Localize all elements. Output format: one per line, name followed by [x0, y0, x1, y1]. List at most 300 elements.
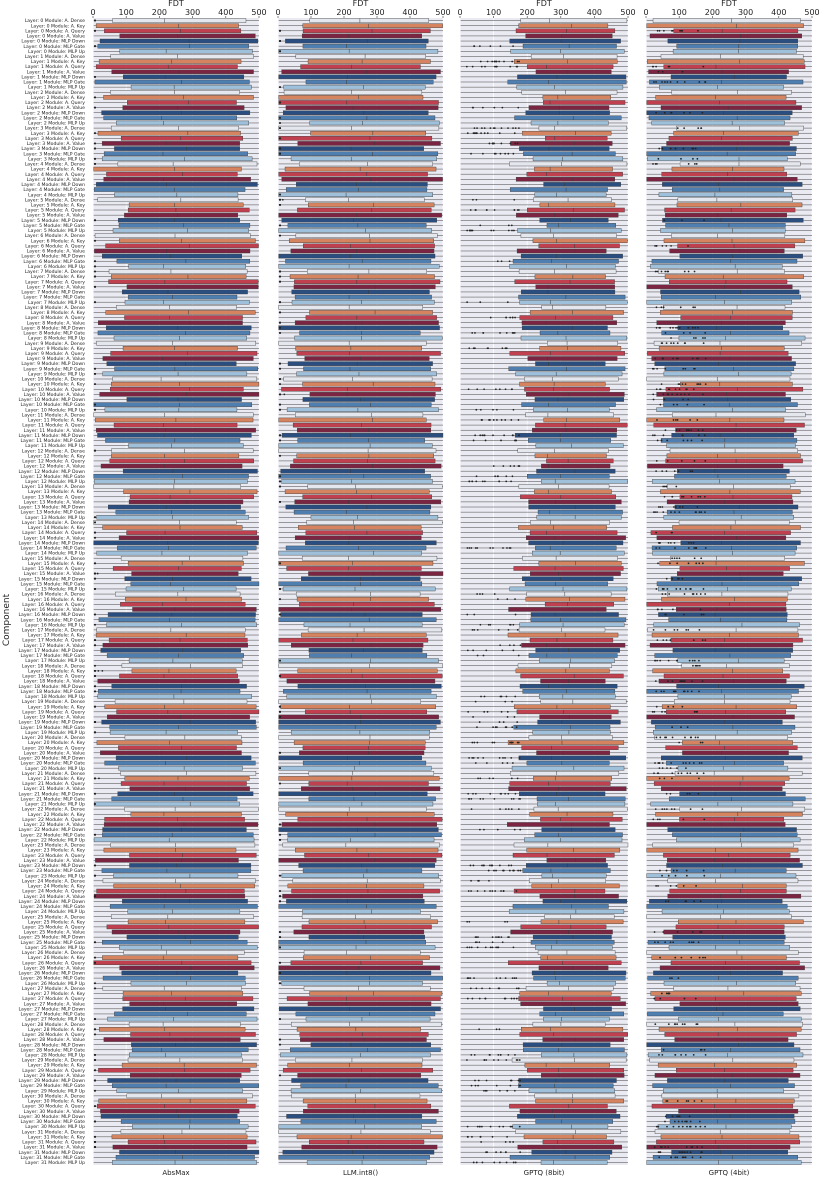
outlier-point [519, 870, 521, 872]
outlier-point [670, 767, 672, 769]
outlier-point [694, 271, 696, 273]
outlier-point [701, 1049, 703, 1051]
outlier-point [279, 276, 281, 278]
box [536, 1119, 613, 1123]
box [672, 167, 784, 171]
box [279, 720, 441, 724]
box [296, 182, 427, 186]
row-label: Layer: 22 Module: A. Query [22, 817, 85, 823]
box [106, 310, 256, 314]
outlier-point [478, 1080, 480, 1082]
row-label: Layer: 12 Module: MLP Up [25, 480, 85, 486]
box [653, 551, 796, 555]
outlier-point [494, 475, 496, 477]
box [516, 1130, 621, 1134]
x-axis-title: FDT [352, 0, 369, 8]
box [102, 869, 251, 873]
outlier-point [664, 81, 666, 83]
box [102, 833, 253, 837]
outlier-point [502, 465, 504, 467]
box [545, 915, 615, 919]
box [94, 167, 242, 171]
outlier-point [670, 148, 672, 150]
outlier-point [482, 107, 484, 109]
row-label: Layer: 17 Module: MLP Down [18, 648, 85, 654]
outlier-point [514, 317, 516, 319]
outlier-point [701, 440, 703, 442]
box [520, 684, 617, 688]
outlier-point [467, 649, 469, 651]
outlier-point [279, 393, 281, 395]
box [303, 397, 435, 401]
box [526, 392, 624, 396]
outlier-point [502, 762, 504, 764]
outlier-point [515, 127, 517, 129]
row-label: Layer: 19 Module: MLP Gate [20, 725, 85, 731]
row-label: Layer: 6 Module: MLP Gate [23, 259, 85, 265]
outlier-point [655, 885, 657, 887]
row-label: Layer: 9 Module: A. Query [25, 351, 85, 357]
box [678, 1017, 801, 1021]
outlier-point [694, 368, 696, 370]
box [535, 397, 624, 401]
outlier-point [655, 737, 657, 739]
outlier-point [698, 629, 700, 631]
box [279, 444, 433, 448]
outlier-point [499, 1090, 501, 1092]
panel-3 [643, 0, 819, 1177]
box [279, 100, 439, 104]
outlier-point [503, 721, 505, 723]
outlier-point [665, 900, 667, 902]
outlier-point [698, 941, 700, 943]
outlier-point [670, 511, 672, 513]
box [295, 536, 421, 540]
box [285, 259, 430, 263]
outlier-point [512, 1141, 514, 1143]
outlier-point [94, 644, 96, 646]
outlier-point [98, 777, 100, 779]
box [650, 1058, 794, 1062]
outlier-point [655, 163, 657, 165]
outlier-point [492, 742, 494, 744]
outlier-point [511, 61, 513, 63]
outlier-point [665, 429, 667, 431]
box [112, 1160, 256, 1164]
outlier-point [475, 481, 477, 483]
outlier-point [494, 209, 496, 211]
outlier-point [686, 429, 688, 431]
row-label: Layer: 5 Module: A. Value [26, 213, 85, 219]
box [531, 612, 619, 616]
outlier-point [471, 742, 473, 744]
row-label: Layer: 22 Module: A. Dense [21, 807, 85, 813]
outlier-point [94, 45, 96, 47]
outlier-point [485, 946, 487, 948]
box [124, 316, 242, 320]
row-label: Layer: 8 Module: A. Dense [24, 305, 85, 311]
box [647, 285, 793, 289]
outlier-point [507, 711, 509, 713]
outlier-point [694, 557, 696, 559]
outlier-point [507, 301, 509, 303]
outlier-point [703, 342, 705, 344]
box [118, 746, 236, 750]
box [100, 39, 258, 43]
outlier-point [679, 557, 681, 559]
outlier-point [279, 363, 281, 365]
outlier-point [470, 890, 472, 892]
outlier-point [279, 1044, 281, 1046]
outlier-point [675, 327, 677, 329]
row-label: Layer: 13 Module: A. Dense [21, 485, 85, 491]
row-label: Layer: 21 Module: A. Query [22, 782, 85, 788]
box [288, 223, 426, 227]
outlier-point [471, 481, 473, 483]
outlier-point [94, 301, 96, 303]
outlier-point [695, 562, 697, 564]
box [298, 141, 441, 145]
outlier-point [509, 1141, 511, 1143]
outlier-point [488, 880, 490, 882]
outlier-point [664, 496, 666, 498]
outlier-point [694, 163, 696, 165]
row-label: Layer: 7 Module: MLP Down [21, 290, 85, 296]
outlier-point [512, 624, 514, 626]
row-label: Layer: 7 Module: A. Key [30, 275, 85, 281]
box [655, 653, 791, 657]
outlier-point [491, 890, 493, 892]
outlier-point [469, 481, 471, 483]
box [662, 909, 789, 913]
box [520, 300, 628, 304]
box [541, 1053, 627, 1057]
outlier-point [697, 1023, 699, 1025]
outlier-point [661, 271, 663, 273]
box [664, 515, 794, 519]
box [537, 751, 610, 755]
box [114, 1012, 246, 1016]
outlier-point [689, 762, 691, 764]
box [526, 863, 607, 867]
outlier-point [665, 332, 667, 334]
outlier-point [510, 1085, 512, 1087]
row-label: Layer: 10 Module: A. Key [27, 382, 85, 388]
box [541, 920, 623, 924]
outlier-point [704, 1049, 706, 1051]
row-label: Layer: 11 Module: MLP Up [25, 444, 85, 450]
box [127, 531, 257, 535]
box [523, 44, 616, 48]
outlier-point [701, 614, 703, 616]
outlier-point [702, 808, 704, 810]
x-tick-label: 0 [457, 8, 463, 17]
outlier-point [698, 777, 700, 779]
box [281, 705, 436, 709]
outlier-point [684, 81, 686, 83]
outlier-point [667, 271, 669, 273]
outlier-point [501, 107, 503, 109]
outlier-point [483, 388, 485, 390]
outlier-point [652, 434, 654, 436]
box [302, 925, 432, 929]
box [279, 1007, 440, 1011]
outlier-point [497, 1054, 499, 1056]
box [301, 1119, 436, 1123]
row-label: Layer: 18 Module: A. Dense [21, 664, 85, 670]
outlier-point [94, 521, 96, 523]
outlier-point [666, 470, 668, 472]
box [297, 454, 434, 458]
row-label: Layer: 30 Module: A. Query [22, 1104, 85, 1110]
box [311, 131, 426, 135]
outlier-point [511, 808, 513, 810]
box [521, 674, 624, 678]
row-label: Layer: 30 Module: A. Dense [21, 1094, 85, 1100]
box [514, 843, 628, 847]
box [103, 525, 243, 529]
outlier-point [279, 982, 281, 984]
outlier-point [511, 742, 513, 744]
box [279, 756, 422, 760]
box [283, 587, 435, 591]
outlier-point [279, 271, 281, 273]
box [305, 198, 424, 202]
row-label: Layer: 19 Module: A. Query [22, 710, 85, 716]
outlier-point [94, 562, 96, 564]
box [94, 541, 259, 545]
box [285, 167, 436, 171]
outlier-point [693, 639, 695, 641]
box [121, 556, 243, 560]
outlier-point [506, 696, 508, 698]
panel-0 [90, 0, 266, 1177]
x-tick-label: 0 [643, 8, 649, 17]
outlier-point [657, 440, 659, 442]
box [526, 597, 625, 601]
box [110, 725, 257, 729]
box [107, 362, 236, 366]
box [127, 285, 258, 289]
outlier-point [279, 378, 281, 380]
box [288, 838, 434, 842]
outlier-point [678, 511, 680, 513]
outlier-point [683, 614, 685, 616]
row-label: Layer: 13 Module: MLP Gate [20, 510, 85, 516]
outlier-point [279, 711, 281, 713]
outlier-point [675, 588, 677, 590]
box [533, 157, 623, 161]
outlier-point [518, 127, 520, 129]
outlier-point [661, 711, 663, 713]
outlier-point [513, 465, 515, 467]
outlier-point [674, 808, 676, 810]
box [106, 244, 259, 248]
outlier-point [692, 931, 694, 933]
x-tick-label: 0 [275, 8, 281, 17]
outlier-point [501, 649, 503, 651]
box [514, 725, 610, 729]
outlier-point [492, 941, 494, 943]
outlier-point [689, 793, 691, 795]
box [522, 131, 611, 135]
outlier-point [495, 388, 497, 390]
outlier-point [279, 481, 281, 483]
box [668, 828, 797, 832]
outlier-point [666, 793, 668, 795]
box [99, 59, 241, 63]
outlier-point [704, 434, 706, 436]
row-label: Layer: 30 Module: A. Value [23, 1109, 85, 1115]
outlier-point [94, 1059, 96, 1061]
outlier-point [662, 639, 664, 641]
outlier-point [94, 639, 96, 641]
box [521, 19, 627, 23]
row-label: Layer: 16 Module: A. Dense [21, 592, 85, 598]
outlier-point [656, 388, 658, 390]
outlier-point [685, 588, 687, 590]
outlier-point [516, 726, 518, 728]
box [106, 326, 251, 330]
box [658, 1063, 796, 1067]
outlier-point [94, 148, 96, 150]
row-label: Layer: 23 Module: A. Value [23, 858, 85, 864]
box [97, 433, 251, 437]
box [527, 65, 613, 69]
outlier-point [488, 870, 490, 872]
box [518, 228, 622, 232]
box [654, 423, 805, 427]
box [111, 843, 255, 847]
box [671, 869, 786, 873]
outlier-point [484, 481, 486, 483]
box [508, 80, 627, 84]
outlier-point [681, 460, 683, 462]
outlier-point [693, 1054, 695, 1056]
row-label: Layer: 17 Module: A. Value [23, 643, 85, 649]
box [284, 85, 426, 89]
box [544, 418, 620, 422]
outlier-point [688, 562, 690, 564]
outlier-point [279, 890, 281, 892]
outlier-point [503, 870, 505, 872]
box [507, 822, 609, 826]
row-label: Layer: 22 Module: A. Value [23, 823, 85, 829]
outlier-point [473, 977, 475, 979]
box [531, 618, 626, 622]
box [122, 899, 247, 903]
box [94, 961, 251, 965]
outlier-point [696, 593, 698, 595]
x-tick-label: 500 [804, 8, 820, 17]
box [661, 438, 797, 442]
box [665, 1032, 797, 1036]
box [527, 172, 623, 176]
outlier-point [466, 547, 468, 549]
outlier-point [500, 153, 502, 155]
box [540, 218, 609, 222]
box [111, 54, 254, 58]
outlier-point [485, 1059, 487, 1061]
box [542, 305, 606, 309]
box [311, 1043, 431, 1047]
outlier-point [681, 772, 683, 774]
outlier-point [475, 941, 477, 943]
box [674, 131, 799, 135]
box [131, 85, 251, 89]
row-labels [18, 18, 85, 1166]
outlier-point [700, 742, 702, 744]
box [132, 669, 236, 673]
outlier-point [501, 419, 503, 421]
outlier-point [470, 209, 472, 211]
outlier-point [658, 1054, 660, 1056]
box [279, 49, 438, 53]
outlier-point [693, 900, 695, 902]
box [116, 1155, 255, 1159]
box [120, 602, 245, 606]
outlier-point [695, 148, 697, 150]
box [123, 1007, 254, 1011]
row-label: Layer: 27 Module: A. Value [23, 1002, 85, 1008]
box [282, 479, 433, 483]
outlier-point [685, 762, 687, 764]
outlier-point [655, 66, 657, 68]
outlier-point [687, 440, 689, 442]
outlier-point [479, 998, 481, 1000]
box [303, 244, 434, 248]
outlier-point [654, 434, 656, 436]
box [304, 950, 420, 954]
outlier-point [493, 419, 495, 421]
row-label: Layer: 20 Module: A. Value [23, 751, 85, 757]
outlier-point [279, 598, 281, 600]
box [510, 39, 621, 43]
box [682, 751, 788, 755]
box [529, 735, 612, 739]
outlier-point [702, 639, 704, 641]
outlier-point [510, 624, 512, 626]
outlier-point [666, 808, 668, 810]
outlier-point [661, 875, 663, 877]
box [119, 239, 255, 243]
outlier-point [653, 511, 655, 513]
outlier-point [496, 409, 498, 411]
box [119, 674, 237, 678]
box [662, 1094, 799, 1098]
outlier-point [703, 818, 705, 820]
box [100, 1109, 239, 1113]
box [290, 275, 435, 279]
outlier-point [493, 143, 495, 145]
outlier-point [675, 388, 677, 390]
box [109, 638, 247, 642]
row-label: Layer: 23 Module: MLP Gate [20, 869, 85, 875]
outlier-point [94, 957, 96, 959]
box [659, 1027, 801, 1031]
outlier-point [481, 127, 483, 129]
box [527, 474, 609, 478]
outlier-point [484, 890, 486, 892]
outlier-point [703, 614, 705, 616]
box [308, 1002, 431, 1006]
outlier-point [279, 368, 281, 370]
outlier-point [690, 957, 692, 959]
box [94, 413, 254, 417]
box [526, 413, 614, 417]
outlier-point [94, 1018, 96, 1020]
outlier-point [671, 680, 673, 682]
